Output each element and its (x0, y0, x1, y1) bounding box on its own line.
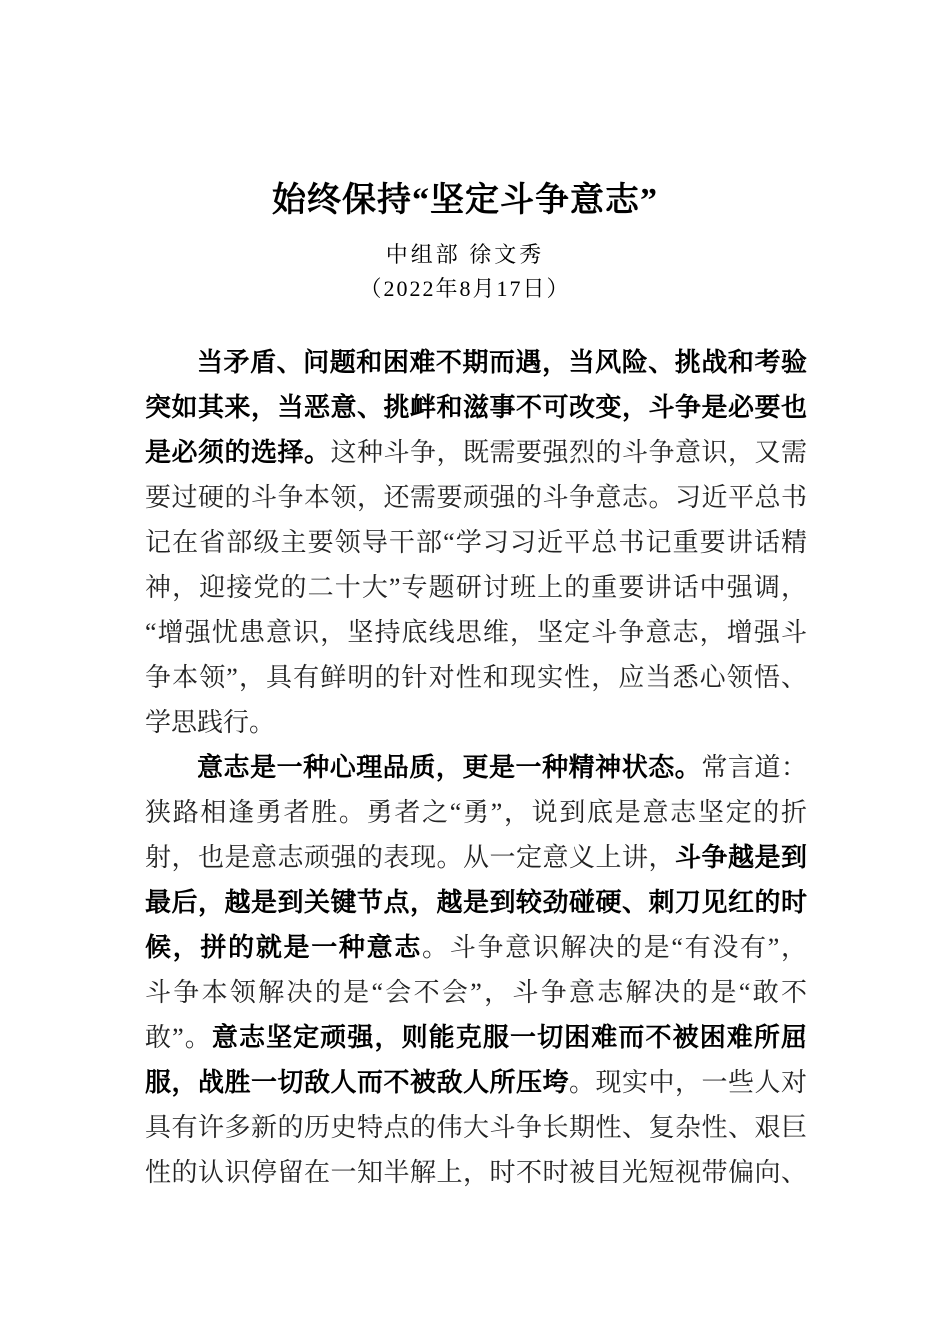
body-text: 狭路相逢勇者胜。勇者之“勇”，说到底是意志坚定的折 (145, 798, 807, 827)
text-line (145, 838, 807, 883)
paragraph (145, 343, 807, 748)
text-line (145, 748, 807, 793)
text-line (145, 433, 807, 478)
bold-text: 意志是一种心理品质，更是一种精神状态。 (197, 753, 702, 782)
text-line (145, 388, 807, 433)
body-text: 学思践行。 (145, 708, 276, 737)
body-text: 性的认识停留在一知半解上，时不时被目光短视带偏向、 (145, 1158, 807, 1187)
paragraph (145, 748, 807, 1198)
text-line (145, 703, 807, 748)
date-line: （2022年8月17日） (359, 276, 571, 301)
body-text: 。斗争意识解决的是“有没有”， (422, 933, 807, 962)
bold-text: 是必须的选择。 (145, 438, 331, 467)
body-text: 神，迎接党的二十大”专题研讨班上的重要讲话中强调， (145, 573, 807, 602)
text-line (145, 793, 807, 838)
text-line (145, 1018, 807, 1063)
body-text: “增强忧患意识，坚持底线思维，坚定斗争意志，增强斗 (145, 618, 807, 647)
body-text: 争本领”，具有鲜明的针对性和现实性，应当悉心领悟、 (145, 663, 807, 692)
text-line (145, 973, 807, 1018)
text-line (145, 1108, 807, 1153)
text-line (145, 523, 807, 568)
text-line (145, 883, 807, 928)
body-text: 敢”。 (145, 1023, 212, 1052)
text-line (145, 343, 807, 388)
text-line (145, 928, 807, 973)
body-text: 记在省部级主要领导干部“学习习近平总书记重要讲话精 (145, 528, 807, 557)
body-text: 要过硬的斗争本领，还需要顽强的斗争意志。习近平总书 (145, 483, 807, 512)
body-text: 常言道： (701, 753, 807, 782)
text-line (145, 568, 807, 613)
bold-text: 候，拼的就是一种意志 (145, 933, 423, 962)
bold-text: 当矛盾、问题和困难不期而遇，当风险、挑战和考验 (197, 348, 807, 377)
bold-text: 意志坚定顽强，则能克服一切困难而不被困难所屈 (211, 1023, 807, 1052)
body-text: 射，也是意志顽强的表现。从一定意义上讲， (145, 843, 675, 872)
document-body (145, 343, 807, 1198)
text-line (145, 613, 807, 658)
body-text: 。现实中，一些人对 (568, 1068, 807, 1097)
body-text: 这种斗争，既需要强烈的斗争意识，又需 (330, 438, 807, 467)
document-title: 始终保持“坚定斗争意志” (272, 182, 658, 219)
bold-text: 突如其来，当恶意、挑衅和滋事不可改变，斗争是必要也 (145, 393, 807, 422)
text-line (145, 658, 807, 703)
bold-text: 斗争越是到 (674, 843, 807, 872)
body-text: 具有许多新的历史特点的伟大斗争长期性、复杂性、艰巨 (145, 1113, 807, 1142)
text-line (145, 1063, 807, 1108)
author-line: 中组部 徐文秀 (385, 242, 545, 267)
body-text: 斗争本领解决的是“会不会”，斗争意志解决的是“敢不 (145, 978, 807, 1007)
bold-text: 服，战胜一切敌人而不被敌人所压垮 (145, 1068, 569, 1097)
text-line (145, 478, 807, 523)
bold-text: 最后，越是到关键节点，越是到较劲碰硬、刺刀见红的时 (145, 888, 807, 917)
text-line (145, 1153, 807, 1198)
